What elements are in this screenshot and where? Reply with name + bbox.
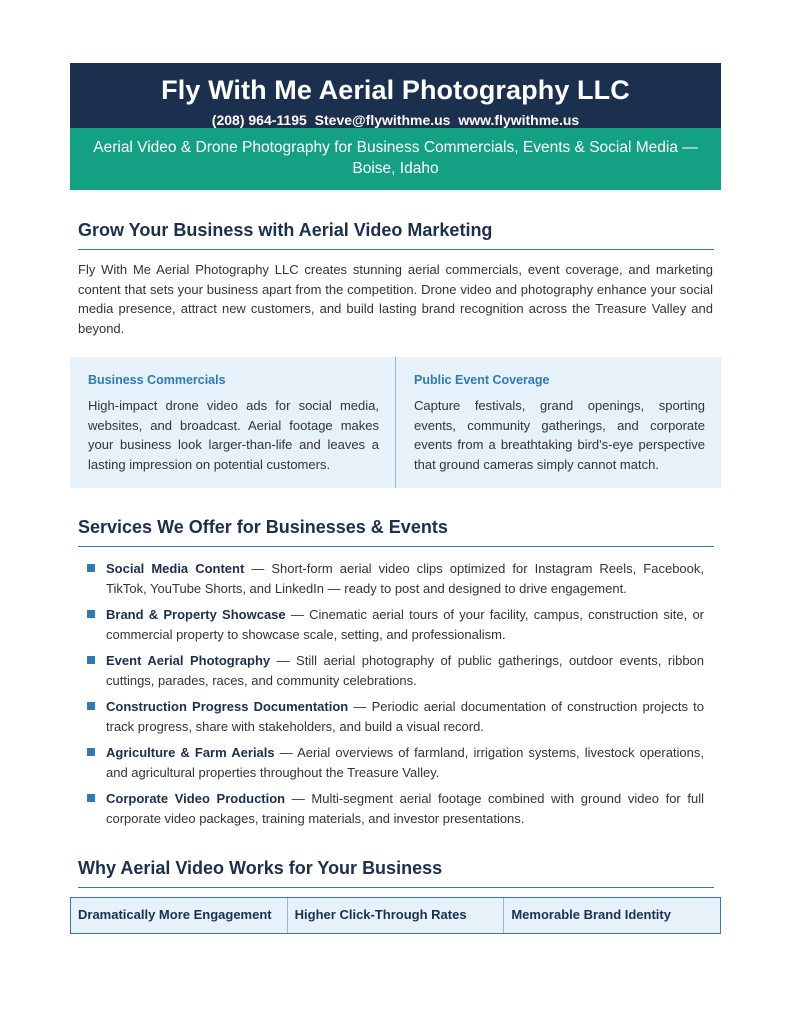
- list-item: [70, 559, 721, 598]
- service-desc: — Still aerial photography of public gatherings, outdoor events, ribbon cuttings, parades, races, and community celebrations.: [106, 653, 705, 688]
- feature-body: High-impact drone video ads for social media, websites, and broadcast. Aerial footage makes your business look larger-than-life and leaves a lasting impression on potential customers.: [88, 398, 379, 472]
- service-name: Corporate Video Production: [106, 791, 286, 806]
- service-desc: — Multi-segment aerial footage combined with ground video for full corporate video packages, training materials, and investor presentations.: [106, 791, 705, 826]
- square-bullet-icon: [87, 702, 95, 710]
- feature-title: Public Event Coverage: [414, 373, 550, 387]
- benefit-cell: Memorable Brand Identity: [503, 898, 720, 933]
- service-name: Event Aerial Photography: [106, 653, 271, 668]
- contact-line: [70, 112, 721, 128]
- square-bullet-icon: [87, 564, 95, 572]
- section-title-grow: Grow Your Business with Aerial Video Marketing: [78, 220, 714, 250]
- list-item: [70, 651, 721, 690]
- section-title-services: Services We Offer for Businesses & Events: [78, 517, 714, 547]
- list-item: [70, 743, 721, 782]
- square-bullet-icon: [87, 748, 95, 756]
- benefit-cell: Higher Click-Through Rates: [287, 898, 504, 933]
- services-list: [70, 559, 721, 828]
- feature-panel: [70, 357, 721, 488]
- tagline-banner: Aerial Video & Drone Photography for Business Commercials, Events & Social Media — Boise, Idaho: [70, 128, 721, 190]
- service-name: Brand & Property Showcase: [106, 607, 286, 622]
- list-item: [70, 789, 721, 828]
- service-desc: — Periodic aerial documentation of construction projects to track progress, share with stakeholders, and build a visual record.: [106, 699, 704, 734]
- intro-paragraph: Fly With Me Aerial Photography LLC creates stunning aerial commercials, event coverage, and marketing content that sets your business apart from the competition. Drone video and photography enhance your social media presence, attract new customers, and build lasting brand recognition across the Treasure Valley and beyond.: [78, 262, 713, 336]
- service-desc: — Cinematic aerial tours of your facility, campus, construction site, or commercial property to showcase scale, setting, and professionalism.: [106, 607, 704, 642]
- service-name: Construction Progress Documentation: [106, 699, 349, 714]
- feature-title: Business Commercials: [88, 373, 226, 387]
- service-desc: — Short-form aerial video clips optimized for Instagram Reels, Facebook, TikTok, YouTube Shorts, and LinkedIn — ready to post and designed to drive engagement.: [106, 561, 704, 596]
- square-bullet-icon: [87, 610, 95, 618]
- website-link[interactable]: www.flywithme.us: [458, 112, 580, 128]
- list-item: [70, 605, 721, 644]
- square-bullet-icon: [87, 656, 95, 664]
- service-name: Agriculture & Farm Aerials: [106, 745, 275, 760]
- phone-number: (208) 964-1195: [211, 112, 307, 128]
- service-name: Social Media Content: [106, 561, 245, 576]
- service-desc: — Aerial overviews of farmland, irrigation systems, livestock operations, and agricultural properties throughout the Treasure Valley.: [106, 745, 704, 780]
- email-address[interactable]: Steve@flywithme.us: [314, 112, 451, 128]
- benefits-table: [70, 897, 721, 934]
- feature-column-events: [395, 357, 721, 488]
- header-banner: [70, 63, 721, 128]
- company-title: Fly With Me Aerial Photography LLC: [161, 75, 630, 105]
- feature-column-commercials: [70, 357, 395, 488]
- benefit-cell: Dramatically More Engagement: [78, 907, 272, 922]
- section-title-why: Why Aerial Video Works for Your Business: [78, 858, 714, 888]
- square-bullet-icon: [87, 794, 95, 802]
- document-page: [70, 63, 721, 934]
- feature-body: Capture festivals, grand openings, sporting events, community gatherings, and corporate events from a breathtaking bird's-eye perspective that ground cameras simply cannot match.: [414, 398, 705, 472]
- list-item: [70, 697, 721, 736]
